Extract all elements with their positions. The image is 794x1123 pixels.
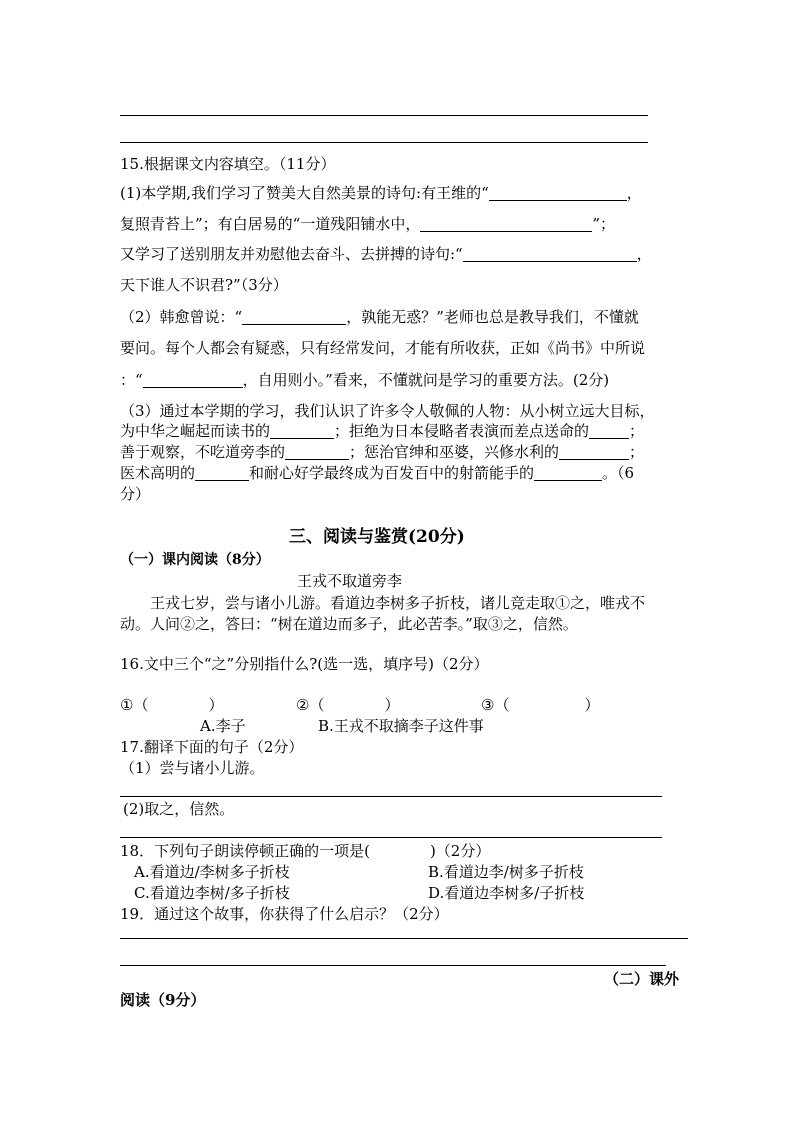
story-title: 王戎不取道旁李 <box>297 572 403 590</box>
q15-p1-line3: 又学习了送别朋友并劝慰他去奋斗、去拼搏的诗句:“ ， <box>120 245 652 263</box>
q18-option-a[interactable]: A.看道边/李树多子折枝 <box>134 863 290 881</box>
q18-option-d[interactable]: D.看道边李树多/子折枝 <box>428 884 585 902</box>
story-line: 王戎七岁，尝与诸小儿游。看道边李树多子折枝，诸儿竞走取①之，唯戎不 <box>150 594 646 612</box>
q15-p3-line4: 医术高明的 和耐心好学最终成为百发百中的射箭能手的 。（6 <box>120 464 635 482</box>
q15-p3-line3: 善于观察，不吃道旁李的 ；惩治官绅和巫婆，兴修水利的 ； <box>120 443 645 461</box>
blank[interactable] <box>489 186 627 201</box>
q15-p3-line5: 分） <box>120 485 151 503</box>
q17-title: 17.翻译下面的句子（2分） <box>120 738 304 756</box>
subsection-heading: （一）课内阅读（8分） <box>120 552 270 568</box>
answer-line <box>120 796 662 797</box>
section-heading: 三、阅读与鉴赏(20分) <box>289 527 465 547</box>
blank[interactable] <box>242 310 346 325</box>
q18-title: 18．下列句子朗读停顿正确的一项是( )（2分） <box>120 842 491 860</box>
q16-option-b: B.王戎不取摘李子这件事 <box>318 717 484 735</box>
q18-option-c[interactable]: C.看道边李树/多子折枝 <box>134 884 290 902</box>
q16-blank-2[interactable]: ②（ ） <box>296 696 400 714</box>
blank[interactable] <box>589 424 629 439</box>
blank[interactable] <box>270 424 334 439</box>
blank[interactable] <box>534 466 602 481</box>
answer-line <box>120 115 648 116</box>
answer-line <box>120 965 666 966</box>
answer-line <box>120 142 648 143</box>
q17-sentence-1: （1）尝与诸小儿游。 <box>120 759 265 777</box>
q15-title: 15.根据课文内容填空。（11分） <box>120 155 336 173</box>
q15-p2-line3: ：“ ，自用则小。”看来，不懂就问是学习的重要方法。(2分) <box>120 371 610 389</box>
q15-p3-line1: （3）通过本学期的学习，我们认识了许多令人敬佩的人物：从小树立远大目标， <box>120 402 655 420</box>
q15-p3-line2: 为中华之崛起而读书的 ；拒绝为日本侵略者表演而差点送命的 ； <box>120 422 645 440</box>
q16-title: 16.文中三个“之”分别指什么?(选一选，填序号)（2分） <box>120 655 489 673</box>
q16-blank-3[interactable]: ③（ ） <box>481 696 600 714</box>
q19-title: 19．通过这个故事，你获得了什么启示？（2分） <box>120 905 449 923</box>
q18-option-b[interactable]: B.看道边李/树多子折枝 <box>428 863 584 881</box>
q15-p1-line1: (1)本学期,我们学习了赞美大自然美景的诗句:有王维的“ ， <box>120 184 642 202</box>
blank[interactable] <box>195 466 249 481</box>
answer-line <box>120 837 662 838</box>
subsection-heading-2b: 阅读（9分） <box>120 991 206 1009</box>
q16-blank-1[interactable]: ①（ ） <box>120 696 224 714</box>
blank[interactable] <box>143 373 243 388</box>
q16-option-a: A.李子 <box>200 717 246 735</box>
story-line: 动。人问②之，答曰：“树在道边而多子，此必苦李。”取③之，信然。 <box>120 615 578 633</box>
subsection-heading-2a: （二）课外 <box>604 970 680 988</box>
blank[interactable] <box>420 217 592 232</box>
q17-sentence-2: (2)取之，信然。 <box>123 800 235 818</box>
blank[interactable] <box>463 247 637 262</box>
answer-line <box>120 938 688 939</box>
blank[interactable] <box>559 445 629 460</box>
q15-p2-line1: （2）韩愈曾说：“ ，孰能无惑？”老师也总是教导我们，不懂就 <box>120 308 639 326</box>
q15-p1-line2: 复照青苔上”；有白居易的“一道残阳铺水中， ”； <box>120 215 616 233</box>
q15-p1-line4: 天下谁人不识君?”（3分） <box>120 276 288 294</box>
blank[interactable] <box>285 445 349 460</box>
q15-p2-line2: 要问。每个人都会有疑惑，只有经常发问，才能有所收获，正如《尚书》中所说 <box>120 339 646 357</box>
